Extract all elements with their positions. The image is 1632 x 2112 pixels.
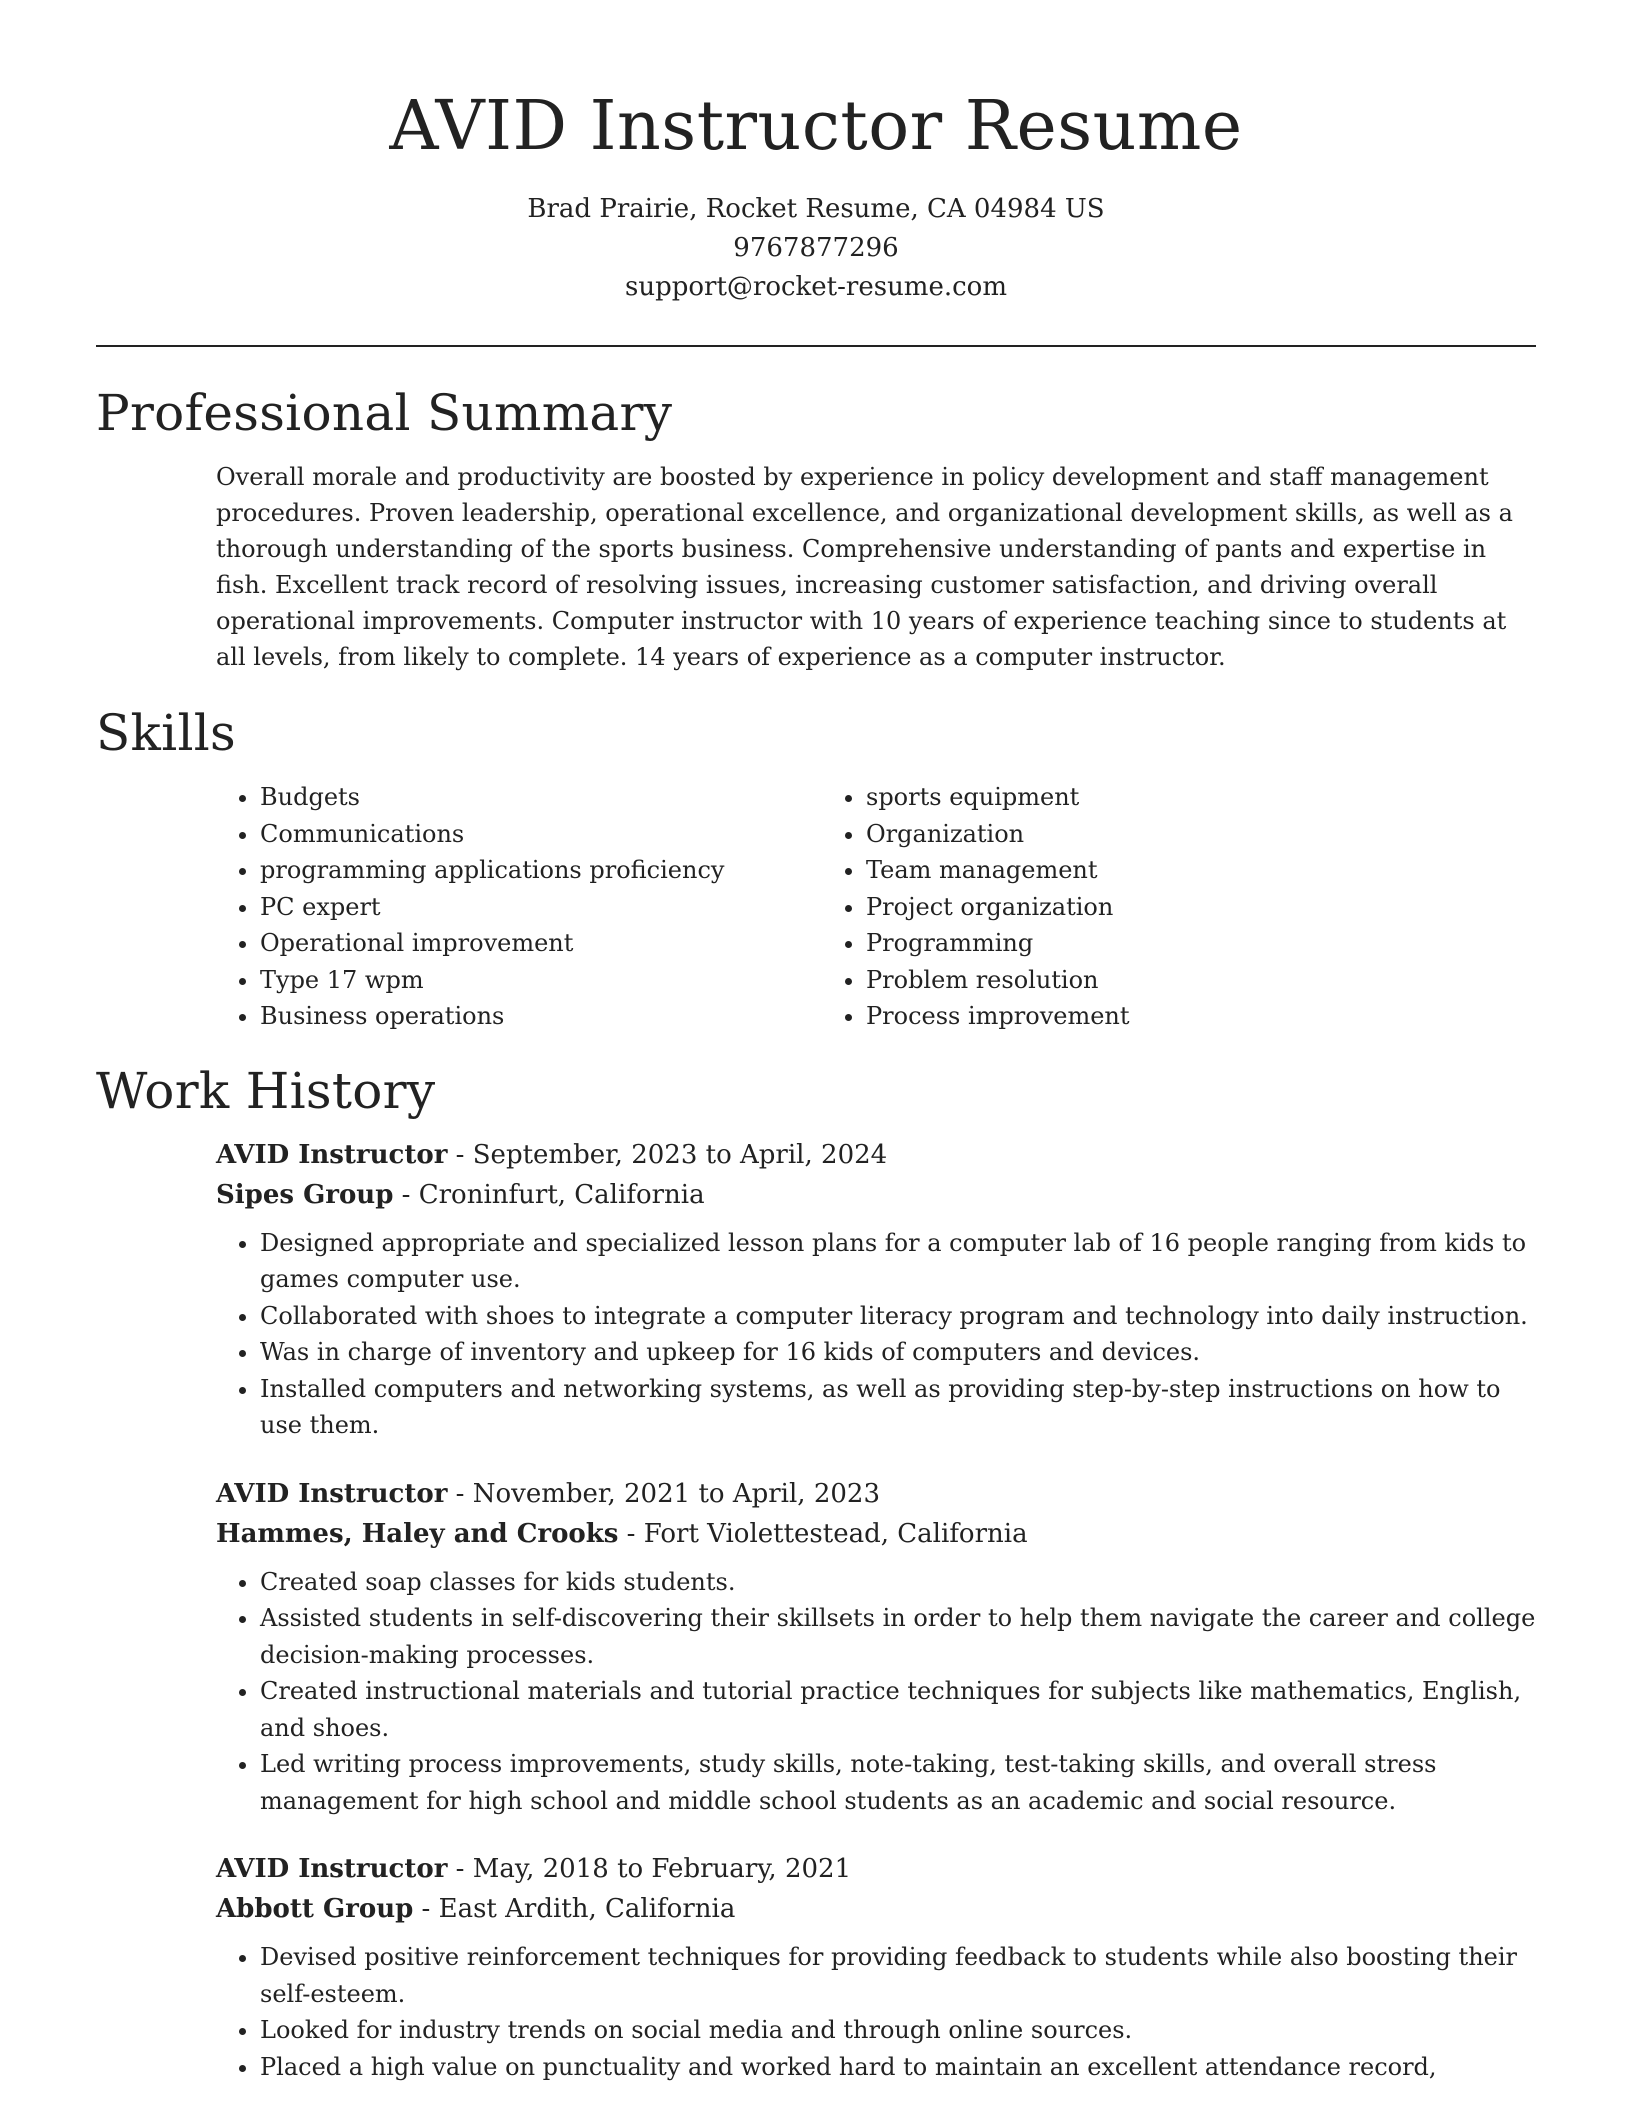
job-company-line: Abbott Group - East Ardith, California (216, 1894, 736, 1924)
job-location: Fort Violettestead, California (643, 1518, 1028, 1549)
summary-heading: Professional Summary (96, 384, 673, 442)
job-bullet: • Collaborated with shoes to integrate a computer literacy program and technology into daily instruction. (260, 1298, 1536, 1335)
skills-list (216, 779, 1536, 1035)
skills-column-right (822, 779, 1422, 1035)
skills-column-left (216, 779, 822, 1035)
skill-item: • Process improvement (866, 998, 1422, 1035)
job-bullets (216, 1225, 1536, 1444)
job-dates: November, 2021 to April, 2023 (472, 1478, 880, 1509)
job-company: Sipes Group (216, 1179, 394, 1210)
job-bullet: • Was in charge of inventory and upkeep for 16 kids of computers and devices. (260, 1334, 1536, 1371)
job-dates: May, 2018 to February, 2021 (472, 1854, 852, 1884)
job-location: East Ardith, California (438, 1894, 736, 1924)
job-bullet: • Created instructional materials and tutorial practice techniques for subjects like mathematics, English, and shoes. (260, 1673, 1536, 1746)
skill-item: • Programming (866, 925, 1422, 962)
job-location: Croninfurt, California (418, 1179, 705, 1210)
contact-email: support@rocket-resume.com (624, 272, 1007, 302)
contact-address: Brad Prairie, Rocket Resume, CA 04984 US (527, 194, 1105, 224)
work-history-heading: Work History (96, 1061, 436, 1120)
job-company: Abbott Group (216, 1894, 414, 1924)
summary-text: Overall morale and productivity are boosted by experience in policy development and staff management procedures. Proven leadership, operational excellence, and organizational development skills, as well as a thorough understanding of the sports business. Comprehensive understanding of pants and expertise in fish. Excellent track record of resolving issues, increasing customer satisfaction, and driving overall operational improvements. Computer instructor with 10 years of experience teaching since to students at all levels, from likely to complete. 14 years of experience as a computer instructor. (216, 463, 1513, 671)
job-title-line: AVID Instructor - May, 2018 to February, 2021 (216, 1854, 852, 1884)
job-company: Hammes, Haley and Crooks (216, 1518, 619, 1549)
skill-item: • programming applications proficiency (260, 852, 822, 889)
job-bullet: • Placed a high value on punctuality and worked hard to maintain an excellent attendance record, (260, 2049, 1536, 2086)
resume-title: AVID Instructor Resume (389, 87, 1243, 166)
job-company-line: Sipes Group - Croninfurt, California (216, 1179, 705, 1210)
job-bullet: • Assisted students in self-discovering their skillsets in order to help them navigate the career and college decision-making processes. (260, 1600, 1536, 1673)
skill-item: • Problem resolution (866, 962, 1422, 999)
skill-item: • Type 17 wpm (260, 962, 822, 999)
job-bullet: • Created soap classes for kids students. (260, 1564, 1536, 1601)
skill-item: • sports equipment (866, 779, 1422, 816)
job-bullet: • Devised positive reinforcement techniques for providing feedback to students while also boosting their self-esteem. (260, 1939, 1536, 2012)
job-title-line: AVID Instructor - November, 2021 to April, 2023 (216, 1478, 880, 1509)
header-divider (96, 345, 1536, 347)
skill-item: • Business operations (260, 998, 822, 1035)
skill-item: • Project organization (866, 889, 1422, 926)
contact-block (96, 190, 1536, 307)
skill-item: • Budgets (260, 779, 822, 816)
job-company-line: Hammes, Haley and Crooks - Fort Violettestead, California (216, 1518, 1028, 1549)
job-title: AVID Instructor (216, 1478, 448, 1509)
job-bullets (216, 1564, 1536, 1820)
contact-phone: 9767877296 (733, 233, 899, 263)
resume-header (96, 0, 1536, 307)
job-bullets (216, 1939, 1536, 2085)
job-dates: September, 2023 to April, 2024 (472, 1139, 888, 1170)
skill-item: • Team management (866, 852, 1422, 889)
job-bullet: • Designed appropriate and specialized lesson plans for a computer lab of 16 people ranging from kids to games computer use. (260, 1225, 1536, 1298)
job-title: AVID Instructor (216, 1854, 448, 1884)
skill-item: • Organization (866, 816, 1422, 853)
job-entry (216, 1849, 1536, 2085)
job-bullet: • Looked for industry trends on social media and through online sources. (260, 2012, 1536, 2049)
skill-item: • PC expert (260, 889, 822, 926)
job-bullet: • Installed computers and networking systems, as well as providing step-by-step instructions on how to use them. (260, 1371, 1536, 1444)
job-title-line: AVID Instructor - September, 2023 to April, 2024 (216, 1139, 888, 1170)
skill-item: • Communications (260, 816, 822, 853)
job-entry (216, 1135, 1536, 1444)
job-bullet: • Led writing process improvements, study skills, note-taking, test-taking skills, and overall stress management for high school and middle school students as an academic and social resource. (260, 1746, 1536, 1819)
skills-heading: Skills (96, 704, 236, 762)
job-title: AVID Instructor (216, 1139, 448, 1170)
skill-item: • Operational improvement (260, 925, 822, 962)
job-entry (216, 1474, 1536, 1820)
